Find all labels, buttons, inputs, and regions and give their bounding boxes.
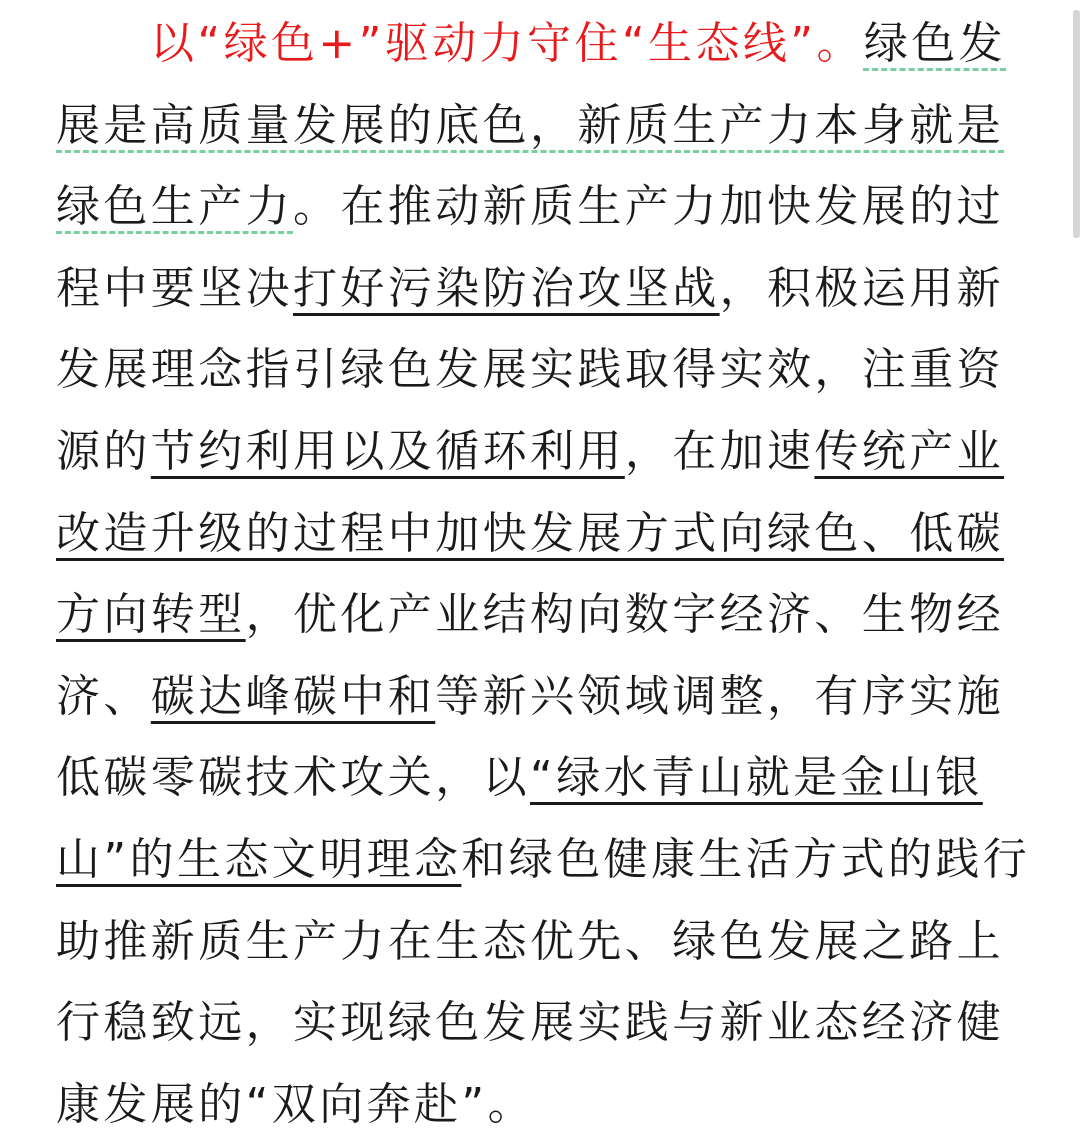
underlined-phrase: 碳达峰碳中和 (150, 670, 436, 722)
text-segment: 和绿色健康生活方式的践行 (461, 834, 1031, 885)
underlined-phrase: 山”的生态文明理念 (56, 834, 462, 885)
text-line (56, 738, 1028, 818)
underlined-phrase: 传统产业 (814, 426, 1005, 477)
text-line (56, 1065, 1028, 1145)
underlined-phrase: 方向转型 (56, 589, 246, 641)
underlined-phrase: 打好污染防治攻坚战 (293, 262, 720, 314)
underlined-phrase: 节约利用以及循环利用 (150, 426, 625, 477)
text-segment: ，在加速 (624, 426, 815, 477)
text-line (150, 4, 1028, 84)
text-line (56, 820, 1031, 900)
text-line (56, 983, 1028, 1063)
text-line (56, 412, 1028, 492)
dashed-underlined-phrase: 绿色生产力 (56, 181, 293, 233)
text-segment: 康发展的“双向奔赴”。 (56, 1078, 535, 1130)
dashed-underlined-phrase: 展是高质量发展的底色，新质生产力本身就是 (56, 99, 1004, 151)
text-line (56, 330, 1028, 410)
text-segment: 低碳零碳技术攻关，以 (56, 752, 530, 804)
text-line (56, 657, 1028, 737)
text-segment: 助推新质生产力在生态优先、绿色发展之路上 (56, 915, 1004, 967)
text-line (56, 902, 1028, 982)
text-segment: ，优化产业结构向数字经济、生物经 (245, 589, 1005, 641)
text-segment: 发展理念指引绿色发展实践取得实效，注重资 (56, 344, 1004, 396)
text-segment: 源的 (56, 426, 151, 477)
text-segment: 程中要坚决 (56, 262, 293, 314)
text-line (56, 167, 1028, 247)
underlined-phrase: “绿水青山就是金山银 (530, 752, 983, 804)
text-segment: 行稳致远，实现绿色发展实践与新业态经济健 (56, 997, 1004, 1049)
text-segment: 等新兴领域调整，有序实施 (435, 670, 1005, 722)
text-line (56, 494, 1028, 574)
underlined-phrase: 改造升级的过程中加快发展方式向绿色、低碳 (56, 507, 1004, 559)
text-line (56, 86, 1028, 166)
text-segment: 济、 (56, 670, 151, 722)
text-segment: ，积极运用新 (719, 262, 1005, 314)
scrollbar[interactable] (1073, 10, 1080, 238)
text-line (56, 249, 1028, 329)
text-line (56, 575, 1028, 655)
dashed-underlined-phrase: 绿色发 (863, 18, 1007, 69)
text-segment: 。在推动新质生产力加快发展的过 (293, 181, 1004, 233)
highlight-heading: 以“绿色+”驱动力守住“生态线”。 (150, 18, 864, 69)
